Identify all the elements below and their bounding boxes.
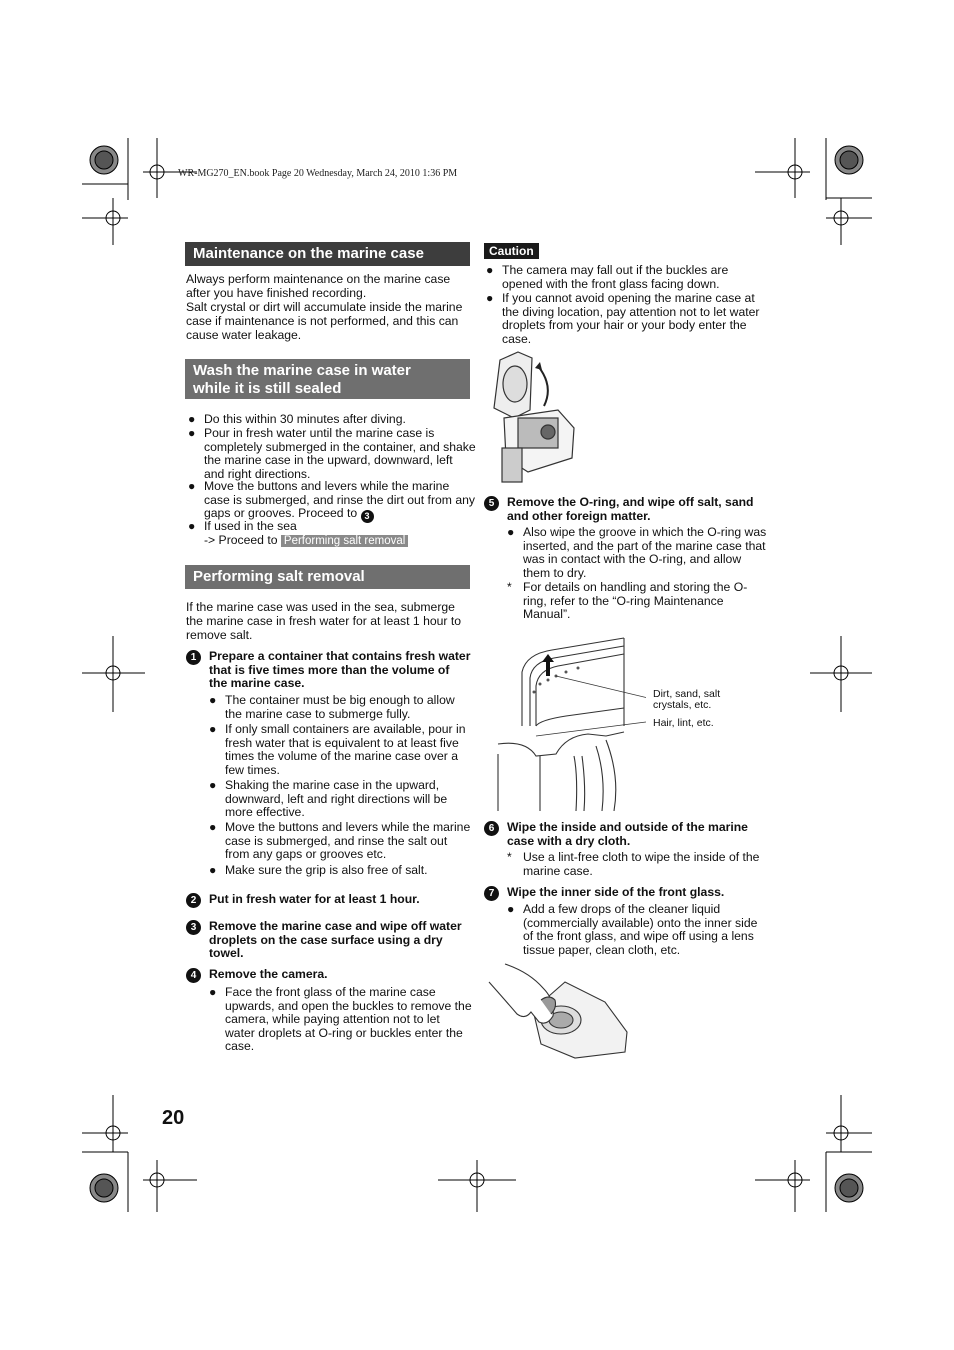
- bullet-icon: ●: [486, 263, 494, 277]
- diagram-label-dirt: Dirt, sand, salt crystals, etc.: [653, 688, 721, 711]
- list-item: ● If you cannot avoid opening the marine case at the diving location, pay attention not to let water droplets from your hair or your body enter the case.: [486, 291, 760, 346]
- bullet-icon: ●: [188, 426, 196, 440]
- step-number-icon: 5: [484, 496, 499, 511]
- print-header: WR-MG270_EN.book Page 20 Wednesday, March 24, 2010 1:36 PM: [178, 168, 458, 179]
- section-heading-maintenance: Maintenance on the marine case: [185, 242, 470, 266]
- list-item: ● If used in the sea -> Proceed to Performing salt removal: [186, 520, 476, 548]
- section-heading-salt-removal: Performing salt removal: [185, 565, 470, 589]
- bullet-icon: ●: [209, 820, 217, 834]
- salt-removal-intro: If the marine case was used in the sea, submerge the marine case in fresh water for at least 1 hour to remove salt.: [186, 600, 462, 642]
- caution-label: Caution: [484, 243, 539, 259]
- paragraph-intro-2: Salt crystal or dirt will accumulate inside the marine case if maintenance is not performed, and this can cause water leakage.: [186, 300, 463, 342]
- bullet-icon: ●: [209, 863, 217, 877]
- list-item: ● Face the front glass of the marine case upwards, and open the buckles to remove the camera, while paying attention not to let water droplets at O-ring or buckles enter the case.: [209, 985, 472, 1054]
- bullet-icon: ●: [188, 479, 196, 493]
- bullet-icon: ●: [188, 519, 196, 533]
- step-number-icon: 7: [484, 886, 499, 901]
- list-item: ● Make sure the grip is also free of salt.: [209, 863, 428, 877]
- heading-line-2: while it is still sealed: [193, 380, 342, 397]
- bullet-icon: ●: [507, 525, 515, 539]
- asterisk-icon: *: [507, 850, 512, 864]
- step-number-icon: 2: [186, 893, 201, 908]
- list-item: ● Move the buttons and levers while the marine case is submerged, and rinse the salt out from any gaps or grooves etc.: [209, 820, 471, 862]
- step-3-reference-icon: 3: [361, 510, 374, 523]
- asterisk-icon: *: [507, 580, 512, 594]
- bullet-icon: ●: [209, 693, 217, 707]
- bullet-icon: ●: [486, 291, 494, 305]
- list-item: ● Do this within 30 minutes after diving.: [188, 412, 406, 426]
- list-item: ● The camera may fall out if the buckles are opened with the front glass facing down.: [486, 263, 729, 291]
- bullet-icon: ●: [507, 902, 515, 916]
- step-number-icon: 1: [186, 650, 201, 665]
- page-number: 20: [162, 1107, 185, 1129]
- list-item: ● Pour in fresh water until the marine case is completely submerged in the container, and shake the marine case in the upward, downward, left and right directions.: [188, 426, 476, 481]
- wiping-glass-illustration: [485, 960, 635, 1065]
- list-item: ● Shaking the marine case in the upward, downward, left and right directions will be more effective.: [209, 778, 448, 820]
- o-ring-diagram: [496, 636, 646, 811]
- bullet-icon: ●: [209, 722, 217, 736]
- list-item: ● Add a few drops of the cleaner liquid (commercially available) onto the inner side of the front glass, and wipe off using a lens tissue paper, clean cloth, etc.: [507, 902, 758, 957]
- salt-removal-link[interactable]: Performing salt removal: [281, 535, 408, 547]
- step-number-icon: 3: [186, 920, 201, 935]
- note-item: * For details on handling and storing the O-ring, refer to the “O-ring Maintenance Manual”.: [507, 580, 748, 622]
- step-number-icon: 4: [186, 968, 201, 983]
- heading-line-1: Wash the marine case in water: [193, 362, 411, 379]
- bullet-icon: ●: [209, 778, 217, 792]
- note-item: * Use a lint-free cloth to wipe the inside of the marine case.: [507, 850, 760, 878]
- proceed-prefix: -> Proceed to: [204, 532, 278, 547]
- section-heading-wash: [185, 359, 470, 399]
- bullet-icon: ●: [188, 412, 196, 426]
- bullet-icon: ●: [209, 985, 217, 999]
- step-number-icon: 6: [484, 821, 499, 836]
- list-item: ● If only small containers are available, pour in fresh water that is equivalent to at least five times the volume of the marine case over a few times.: [209, 722, 466, 777]
- list-item: ● The container must be big enough to allow the marine case to submerge fully.: [209, 693, 455, 721]
- diagram-label-hair: Hair, lint, etc.: [653, 717, 714, 729]
- paragraph-intro-1: Always perform maintenance on the marine case after you have finished recording.: [186, 272, 451, 300]
- list-item: ● Move the buttons and levers while the marine case is submerged, and rinse the dirt out from any gaps or grooves. Proceed to 3: [188, 479, 475, 522]
- open-case-illustration: [488, 348, 583, 488]
- list-item: ● Also wipe the groove in which the O-ring was inserted, and the part of the marine case that was in contact with the O-ring, and allow them to dry.: [507, 525, 767, 580]
